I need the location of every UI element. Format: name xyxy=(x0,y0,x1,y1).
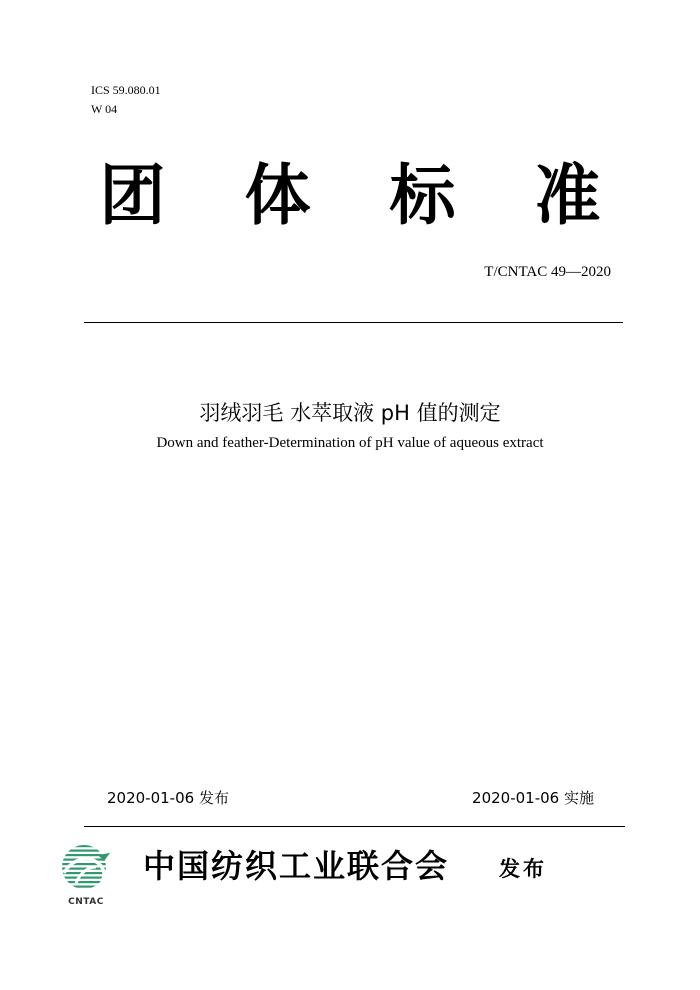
document-type-title: 团 体 标 准 xyxy=(99,156,629,234)
chinese-title: 羽绒羽毛 水萃取液 pH 值的测定 xyxy=(199,401,501,425)
logo-text: CNTAC xyxy=(68,897,104,907)
category-code: W 04 xyxy=(91,102,118,116)
cntac-logo-icon xyxy=(58,843,114,891)
publish-date: 2020-01-06 发布 xyxy=(107,789,229,807)
ics-code: ICS 59.080.01 xyxy=(91,83,161,97)
top-divider xyxy=(84,322,623,323)
issued-label: 发布 xyxy=(499,856,547,881)
organization-name: 中国纺织工业联合会 xyxy=(143,847,450,885)
english-title: Down and feather-Determination of pH value of aqueous extract xyxy=(156,435,544,451)
bottom-divider xyxy=(84,826,625,827)
standard-number: T/CNTAC 49—2020 xyxy=(484,264,611,280)
implement-date: 2020-01-06 实施 xyxy=(472,789,594,807)
